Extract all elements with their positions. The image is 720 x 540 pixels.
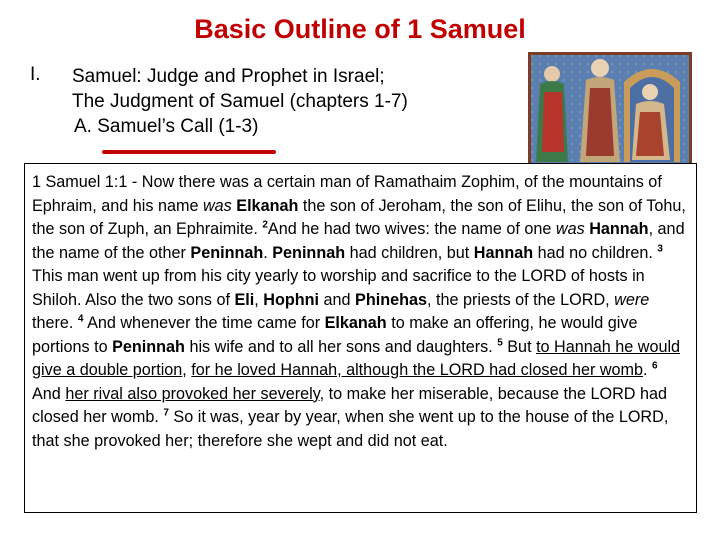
passage-text: This man went up from his city yearly to worship and sacrifice to the LORD of hosts in Shiloh. Also the two sons of bbox=[32, 267, 645, 309]
passage-text: . bbox=[263, 243, 273, 262]
verse-number: 3 bbox=[657, 243, 663, 255]
name-hannah: Hannah bbox=[473, 243, 534, 262]
outline-line-3: A. Samuel’s Call (1-3) bbox=[74, 116, 259, 137]
underlined-phrase: to Hannah he would give a double portion bbox=[32, 337, 681, 379]
name-phinehas: Phinehas bbox=[355, 290, 427, 309]
italic-were: were bbox=[614, 290, 650, 309]
outline-heading bbox=[72, 64, 408, 139]
slide-title: Basic Outline of 1 Samuel bbox=[194, 14, 526, 44]
outline-line-2: The Judgment of Samuel (chapters 1-7) bbox=[72, 91, 408, 112]
passage-text: , bbox=[254, 290, 264, 309]
passage-text: the son of Jeroham, the son of Elihu, the son of Tohu, the son of Zuph, an Ephraimite. bbox=[32, 196, 686, 238]
verse-number: 6 bbox=[652, 360, 658, 372]
passage-text: , bbox=[182, 361, 192, 379]
underlined-phrase: for he loved Hannah, although the LORD had closed her womb bbox=[191, 361, 644, 379]
verse-number: 2 bbox=[262, 219, 268, 231]
passage-text: And he had two wives: the name of one bbox=[267, 220, 556, 238]
name-hannah: Hannah bbox=[589, 220, 649, 238]
passage-text: and bbox=[319, 290, 356, 309]
passage-paragraph bbox=[32, 171, 688, 453]
passage-text: his wife and to all her sons and daughters. bbox=[184, 337, 498, 356]
name-hophni: Hophni bbox=[263, 290, 320, 309]
outline-numeral: I. bbox=[30, 64, 41, 85]
name-peninnah: Peninnah bbox=[190, 243, 264, 262]
passage-text: to make an offering, he would give portions to bbox=[32, 314, 638, 356]
passage-text: So it was, year by year, when she went up to the house of the LORD, that she provoked her; therefore she wept and did not eat. bbox=[32, 408, 669, 450]
name-elkanah: Elkanah bbox=[236, 196, 299, 215]
passage-text: , and the name of the other bbox=[32, 220, 685, 262]
passage-text: had no children. bbox=[533, 243, 658, 262]
verse-number: 7 bbox=[163, 407, 169, 419]
passage-text: 1 Samuel 1:1 - Now there was a certain man of Ramathaim Zophim, of the mountains of Ephraim, and his name bbox=[32, 173, 662, 215]
italic-was: was bbox=[202, 196, 232, 215]
passage-text: had children, but bbox=[345, 243, 474, 262]
scripture-passage bbox=[24, 163, 697, 513]
red-underline bbox=[102, 150, 276, 154]
outline-line-1: Samuel: Judge and Prophet in Israel; bbox=[72, 66, 385, 87]
verse-number: 5 bbox=[497, 337, 503, 349]
passage-text: , to make her miserable, because the LORD had closed her womb. bbox=[32, 384, 667, 426]
name-peninnah: Peninnah bbox=[112, 337, 185, 356]
passage-text: But bbox=[502, 337, 537, 356]
name-elkanah: Elkanah bbox=[324, 314, 387, 332]
name-eli: Eli bbox=[234, 290, 255, 309]
manuscript-art bbox=[528, 52, 692, 166]
passage-text: And bbox=[32, 384, 66, 403]
passage-text: there. bbox=[32, 314, 78, 332]
passage-text: And whenever the time came for bbox=[83, 314, 325, 332]
passage-text: , the priests of the LORD, bbox=[427, 290, 615, 309]
italic-was: was bbox=[555, 220, 585, 238]
medieval-manuscript-illustration bbox=[528, 52, 692, 166]
passage-text: . bbox=[643, 361, 653, 379]
name-peninnah: Peninnah bbox=[272, 243, 346, 262]
underlined-phrase: her rival also provoked her severely bbox=[65, 384, 320, 403]
verse-number: 4 bbox=[77, 313, 84, 325]
